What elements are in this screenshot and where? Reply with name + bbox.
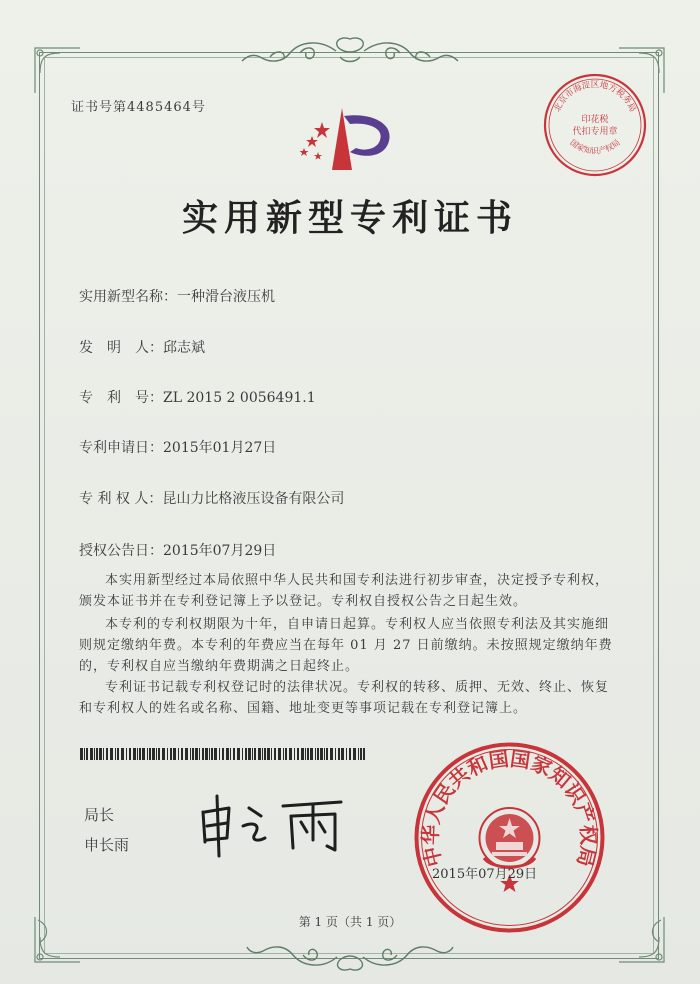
barcode-bar	[214, 748, 217, 760]
barcode-bar	[289, 748, 292, 760]
director-signature	[195, 790, 355, 860]
tax-seal-outer-text: 北京市海淀区地方税务局	[552, 80, 638, 114]
utility-model-name-label: 实用新型名称：	[79, 289, 177, 305]
barcode-bar	[137, 748, 138, 760]
barcode-bar	[222, 748, 224, 760]
barcode-bar	[167, 748, 168, 760]
barcode-bar	[185, 748, 188, 760]
application-date-label: 专利申请日：	[79, 440, 163, 456]
top-ornament	[240, 33, 460, 73]
barcode-bar	[170, 748, 172, 760]
barcode-bar	[202, 748, 204, 760]
inventor-value: 邱志斌	[163, 340, 205, 356]
barcode-bar	[301, 748, 304, 760]
barcode-bar	[152, 748, 155, 760]
barcode-bar	[245, 748, 247, 760]
barcode-bar	[158, 748, 160, 760]
barcode-bar	[310, 748, 313, 760]
barcode-bar	[285, 748, 287, 760]
barcode-bar	[115, 748, 116, 760]
barcode-bar	[252, 748, 253, 760]
official-seal-text: 中华人民共和国国家知识产权局	[418, 746, 601, 870]
barcode-bar	[320, 748, 323, 760]
barcode	[80, 748, 365, 760]
barcode-bar	[96, 748, 98, 760]
barcode-bar	[248, 748, 251, 760]
barcode-bar	[205, 748, 208, 760]
barcode-bar	[307, 748, 309, 760]
barcode-bar	[219, 748, 220, 760]
tax-seal-middle-text: 印花税	[581, 115, 609, 125]
corner-ornament-top-left	[30, 43, 85, 98]
barcode-bar	[94, 748, 95, 760]
barcode-bar	[181, 748, 183, 760]
barcode-bar	[129, 748, 131, 760]
barcode-bar	[195, 748, 198, 760]
paragraph-term-and-fees: 本专利的专利权期限为十年，自申请日起算。专利权人应当依照专利法及其实施细则规定缴纳年费。本专利的年费应当在每年 01 月 27 日前缴纳。未按照规定缴纳年费的，专利权自应当缴纳年费期满之日起终止。	[79, 617, 613, 674]
svg-text:国家知识产权局	[568, 138, 621, 156]
barcode-bar	[258, 748, 261, 760]
barcode-bar	[190, 748, 191, 760]
tax-seal-middle-text-2: 代扣专用章	[572, 127, 618, 137]
director-name: 申长雨	[84, 836, 130, 854]
patentee-value: 昆山力比格液压设备有限公司	[162, 491, 345, 507]
paragraph-grant-statement: 本实用新型经过本局依照中华人民共和国专利法进行初步审查，决定授予专利权，颁发本证书并在专利登记簿上予以登记。专利权自授权公告之日起生效。	[79, 573, 610, 609]
barcode-bar	[199, 748, 200, 760]
barcode-bar	[178, 748, 179, 760]
barcode-bar	[297, 748, 299, 760]
patent-number-value: ZL 2015 2 0056491.1	[163, 390, 316, 406]
barcode-bar	[353, 748, 356, 760]
grant-date-value: 2015年07月29日	[163, 543, 277, 559]
barcode-bar	[254, 748, 256, 760]
barcode-bar	[80, 748, 83, 760]
barcode-bar	[271, 748, 272, 760]
barcode-bar	[142, 748, 145, 760]
patent-number-label: 专 利 号：	[79, 390, 163, 406]
barcode-bar	[324, 748, 325, 760]
barcode-bar	[156, 748, 157, 760]
barcode-bar	[90, 748, 93, 760]
patentee-label: 专 利 权 人：	[79, 491, 163, 507]
barcode-bar	[317, 748, 319, 760]
barcode-bar	[192, 748, 194, 760]
official-seal-date: 2015年07月29日	[432, 867, 538, 882]
barcode-bar	[262, 748, 263, 760]
barcode-bar	[305, 748, 306, 760]
barcode-bar	[233, 748, 235, 760]
barcode-bar	[330, 748, 333, 760]
utility-model-name-value: 一种滑台液压机	[177, 289, 275, 305]
barcode-bar	[117, 748, 119, 760]
bottom-ornament	[245, 935, 455, 975]
barcode-bar	[103, 748, 104, 760]
barcode-bar	[264, 748, 266, 760]
official-seal	[412, 740, 607, 935]
barcode-bar	[173, 748, 176, 760]
tax-stamp-seal	[540, 70, 650, 180]
barcode-bar	[283, 748, 284, 760]
barcode-bar	[335, 748, 336, 760]
barcode-bar	[209, 748, 210, 760]
barcode-bar	[84, 748, 85, 760]
tax-seal-bottom-text: 国家知识产权局	[568, 137, 622, 156]
barcode-bar	[326, 748, 328, 760]
inventor-label: 发 明 人：	[79, 340, 163, 356]
barcode-bar	[110, 748, 113, 760]
barcode-bar	[121, 748, 124, 760]
barcode-bar	[86, 748, 88, 760]
field-patent-number	[79, 387, 316, 407]
barcode-bar	[230, 748, 231, 760]
barcode-bar	[346, 748, 347, 760]
barcode-bar	[349, 748, 351, 760]
barcode-bar	[315, 748, 316, 760]
barcode-bar	[147, 748, 148, 760]
paragraph-legal-status: 专利证书记载专利权登记时的法律状况。专利权的转移、质押、无效、终止、恢复和专利权人的姓名或名称、国籍、地址变更等事项记载在专利登记簿上。	[79, 680, 610, 716]
barcode-bar	[267, 748, 270, 760]
field-utility-model-name	[79, 286, 275, 306]
barcode-bar	[149, 748, 151, 760]
certificate-number: 证书号第4485464号	[71, 100, 206, 115]
national-emblem-icon	[480, 808, 540, 868]
barcode-bar	[211, 748, 213, 760]
grant-date-label: 授权公告日：	[79, 543, 163, 559]
application-date-value: 2015年01月27日	[163, 440, 277, 456]
barcode-bar	[363, 748, 365, 760]
barcode-bar	[133, 748, 136, 760]
barcode-bar	[360, 748, 362, 760]
barcode-bar	[162, 748, 165, 760]
field-application-date	[79, 437, 276, 457]
barcode-bar	[274, 748, 276, 760]
barcode-bar	[126, 748, 127, 760]
barcode-bar	[237, 748, 240, 760]
director-title: 局长	[84, 806, 115, 824]
barcode-bar	[338, 748, 340, 760]
field-inventor	[79, 337, 205, 357]
barcode-bar	[226, 748, 229, 760]
barcode-bar	[358, 748, 359, 760]
patent-office-logo	[292, 104, 402, 174]
barcode-bar	[341, 748, 344, 760]
certificate-title: 实用新型专利证书	[181, 197, 518, 239]
barcode-bar	[278, 748, 281, 760]
field-grant-date	[79, 540, 276, 560]
page-number: 第 1 页（共 1 页）	[298, 915, 402, 929]
barcode-bar	[242, 748, 243, 760]
field-patentee	[79, 488, 344, 508]
barcode-bar	[294, 748, 295, 760]
barcode-bar	[139, 748, 141, 760]
barcode-bar	[106, 748, 108, 760]
barcode-bar	[99, 748, 102, 760]
